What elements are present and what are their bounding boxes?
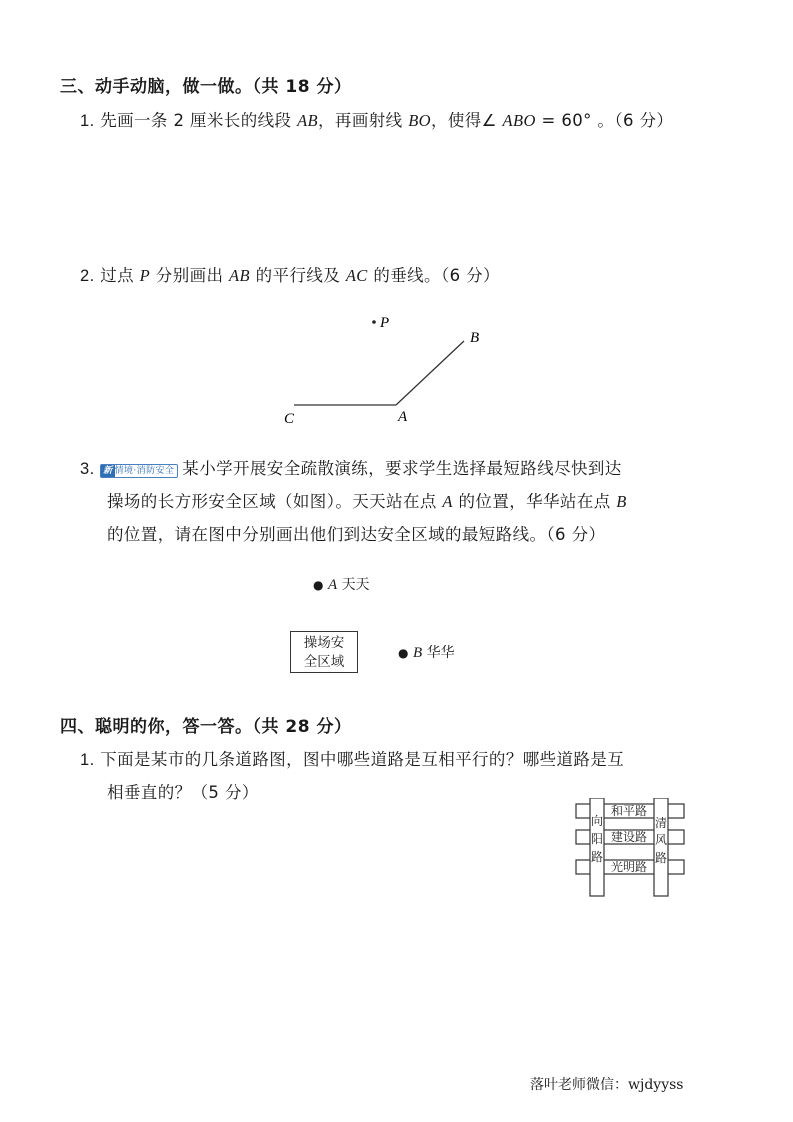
ray-ab xyxy=(396,341,464,405)
var-abo: ABO xyxy=(502,111,536,130)
point-b-label xyxy=(398,642,455,662)
question-3-3 xyxy=(80,455,622,479)
question-text: = 60° 。（6 分） xyxy=(535,111,674,130)
road-label-xiangyang-3: 路 xyxy=(590,850,604,864)
question-text: 的平行线及 xyxy=(250,266,346,285)
angle-figure xyxy=(270,305,510,435)
question-3-2 xyxy=(80,262,500,286)
box-text-line2: 全区域 xyxy=(303,654,345,670)
road-label-qingfeng-2: 风 xyxy=(654,833,668,847)
var-ac: AC xyxy=(345,266,368,285)
var-b: B xyxy=(616,492,627,511)
var-a: A xyxy=(442,492,453,511)
var-ab: AB xyxy=(297,111,319,130)
point-a-label xyxy=(313,574,370,594)
road-label-qingfeng-3: 路 xyxy=(654,851,668,865)
question-text: ，再画射线 xyxy=(318,111,409,130)
point-p xyxy=(372,320,376,324)
safe-area-box xyxy=(290,631,358,673)
box-text-line1: 操场安 xyxy=(303,635,345,651)
road-label-guangming: 光明路 xyxy=(610,860,648,874)
question-text: 的垂线。（6 分） xyxy=(367,266,500,285)
question-text: 操场的长方形安全区域（如图）。天天站在点 xyxy=(107,492,443,511)
label-c: C xyxy=(284,411,295,427)
road-map xyxy=(570,798,690,898)
question-4-1-line2: 相垂直的？（5 分） xyxy=(107,783,259,802)
label-a: A xyxy=(398,409,408,425)
question-text: 下面是某市的几条道路图，图中哪些道路是互相平行的？哪些道路是互 xyxy=(100,750,625,769)
footer-note: 落叶老师微信：wjdyyss xyxy=(530,1077,684,1093)
question-number: 3. xyxy=(80,460,95,478)
question-4-1 xyxy=(80,746,624,770)
question-text: 分别画出 xyxy=(150,266,230,285)
road-xiangyang xyxy=(590,798,604,896)
section-3-title: 三、动手动脑，做一做。（共 18 分） xyxy=(60,77,352,97)
var-bo: BO xyxy=(408,111,431,130)
question-3-3-line2 xyxy=(107,488,627,512)
question-text: ，使得∠ xyxy=(430,111,503,130)
question-text: 的位置，华华站在点 xyxy=(452,492,617,511)
question-text: 过点 xyxy=(100,266,140,285)
tag-label: 情境·消防安全 xyxy=(114,466,175,476)
road-qingfeng xyxy=(654,798,668,896)
var-p: P xyxy=(139,266,151,285)
road-label-xiangyang-1: 向 xyxy=(590,814,604,828)
road-label-jianshe: 建设路 xyxy=(610,830,648,844)
label-p: P xyxy=(380,315,390,331)
question-3-3-line3: 的位置，请在图中分别画出他们到达安全区域的最短路线。（6 分） xyxy=(107,525,606,544)
var-b: B xyxy=(412,645,423,661)
point-b-dot: ● xyxy=(398,646,409,660)
road-label-qingfeng-1: 清 xyxy=(654,816,668,830)
point-a-dot: ● xyxy=(313,578,324,592)
name-huahua: 华华 xyxy=(426,645,455,661)
question-number: 2. xyxy=(80,267,95,285)
question-3-1 xyxy=(80,107,673,131)
name-tiantian: 天天 xyxy=(341,577,370,593)
road-label-xiangyang-2: 阳 xyxy=(590,832,604,846)
section-4-title: 四、聪明的你，答一答。（共 28 分） xyxy=(60,717,352,737)
question-text: 某小学开展安全疏散演练，要求学生选择最短路线尽快到达 xyxy=(182,459,622,478)
context-tag xyxy=(100,464,178,478)
question-number: 1. xyxy=(80,112,95,130)
question-number: 1. xyxy=(80,751,95,769)
var-ab: AB xyxy=(229,266,251,285)
label-b: B xyxy=(470,330,480,346)
new-badge: 新 xyxy=(103,466,113,476)
road-label-heping: 和平路 xyxy=(610,804,648,818)
question-text: 先画一条 2 厘米长的线段 xyxy=(100,111,298,130)
var-a: A xyxy=(327,577,338,593)
